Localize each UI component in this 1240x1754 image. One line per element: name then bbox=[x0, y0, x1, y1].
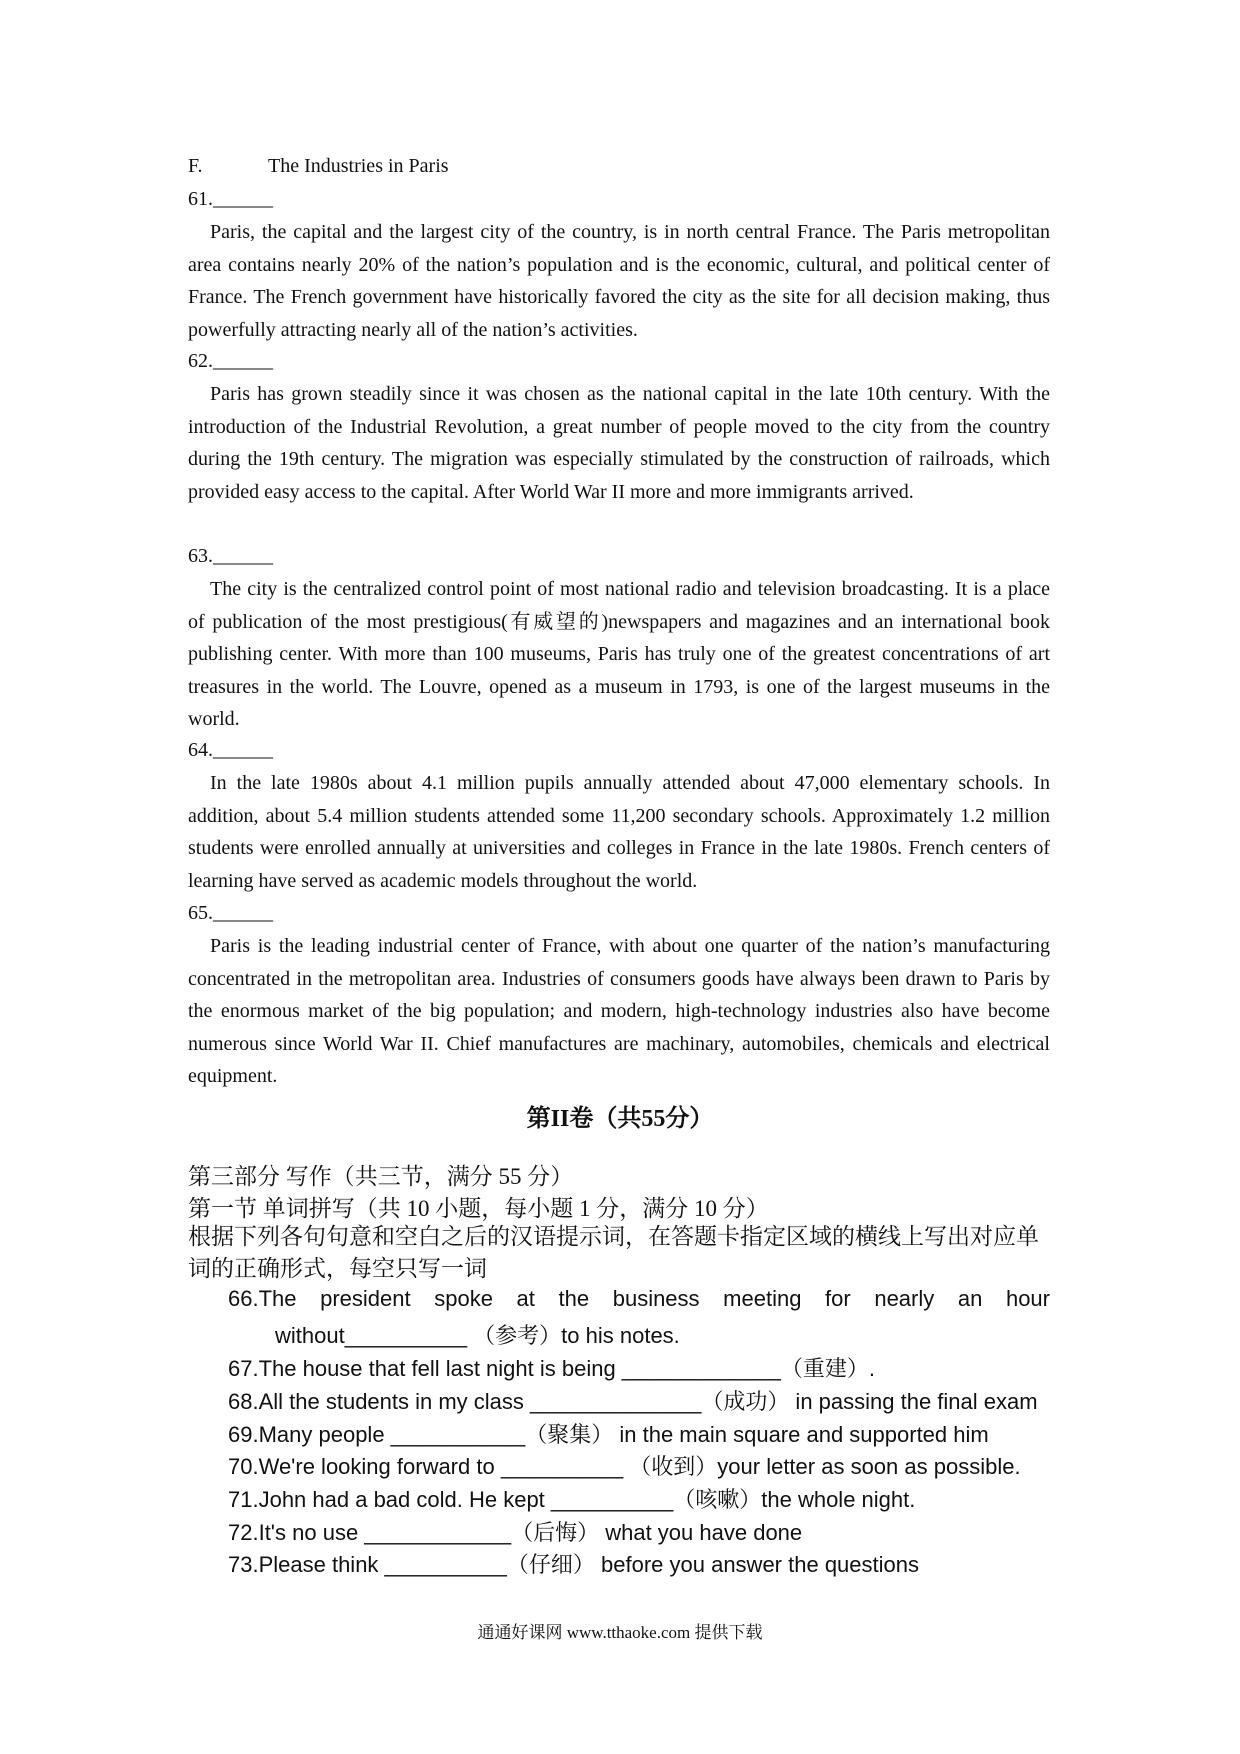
footer-watermark: 通通好课网 www.tthaoke.com 提供下载 bbox=[477, 1623, 763, 1642]
exercise-68: 68.All the students in my class ______________（成功） in passing the final exam bbox=[228, 1389, 1038, 1414]
exercise-67: 67.The house that fell last night is being _____________（重建）. bbox=[228, 1356, 875, 1381]
question-number-61: 61.______ bbox=[188, 188, 273, 210]
question-number-62: 62.______ bbox=[188, 350, 273, 372]
passage-63: The city is the centralized control point of most national radio and television broadcasting. It is a place of publication of the most prestigious(有威望的)newspapers and magazines and an international book publishing center. With more than 100 museums, Paris has truly one of the greatest concentrations of art treasures in the world. The Louvre, opened as a museum in 1793, is one of the largest museums in the world. bbox=[188, 578, 1050, 731]
question-number-64: 64.______ bbox=[188, 739, 273, 761]
question-number-63: 63.______ bbox=[188, 545, 273, 567]
section1-label: 第一节 单词拼写（共 10 小题，每小题 1 分，满分 10 分） bbox=[188, 1196, 769, 1221]
section-letter: F. bbox=[188, 155, 203, 177]
exercise-66-line1: 66.The president spoke at the business meeting for nearly an hour bbox=[228, 1286, 1050, 1311]
exercise-69: 69.Many people ___________（聚集） in the main square and supported him bbox=[228, 1422, 989, 1447]
passage-62: Paris has grown steadily since it was chosen as the national capital in the late 10th century. With the introduction of the Industrial Revolution, a great number of people moved to the city from the country during the 19th century. The migration was especially stimulated by the construction of railroads, which provided easy access to the capital. After World War II more and more immigrants arrived. bbox=[188, 383, 1050, 503]
question-number-65: 65.______ bbox=[188, 902, 273, 924]
exercise-72: 72.It's no use ____________（后悔） what you have done bbox=[228, 1520, 803, 1545]
passage-61: Paris, the capital and the largest city of the country, is in north central France. The Paris metropolitan area contains nearly 20% of the nation’s population and is the economic, cultural, and political center of France. The French government have historically favored the city as the site for all decision making, thus powerfully attracting nearly all of the nation’s activities. bbox=[188, 221, 1050, 341]
part2-title: 第II卷（共55分） bbox=[526, 1106, 714, 1132]
part3-label: 第三部分 写作（共三节，满分 55 分） bbox=[188, 1164, 574, 1189]
exercise-73: 73.Please think __________（仔细） before you answer the questions bbox=[228, 1552, 919, 1577]
exercise-66-line2: without__________ （参考）to his notes. bbox=[275, 1323, 680, 1348]
section-title: The Industries in Paris bbox=[268, 155, 449, 177]
exercise-71: 71.John had a bad cold. He kept __________（咳嗽）the whole night. bbox=[228, 1487, 916, 1512]
instructions: 根据下列各句句意和空白之后的汉语提示词，在答题卡指定区域的横线上写出对应单词的正确形式，每空只写一词 bbox=[188, 1224, 1039, 1281]
passage-64: In the late 1980s about 4.1 million pupils annually attended about 47,000 elementary schools. In addition, about 5.4 million students attended some 11,200 secondary schools. Approximately 1.2 million students were enrolled annually at universities and colleges in France in the late 1980s. French centers of learning have served as academic models throughout the world. bbox=[188, 772, 1050, 892]
exercise-70: 70.We're looking forward to __________ （收到）your letter as soon as possible. bbox=[228, 1454, 1021, 1479]
passage-65: Paris is the leading industrial center of France, with about one quarter of the nation’s manufacturing concentrated in the metropolitan area. Industries of consumers goods have always been drawn to Paris by the enormous market of the big population; and modern, high-technology industries also have become numerous since World War II. Chief manufactures are machinary, automobiles, chemicals and electrical equipment. bbox=[188, 935, 1050, 1088]
